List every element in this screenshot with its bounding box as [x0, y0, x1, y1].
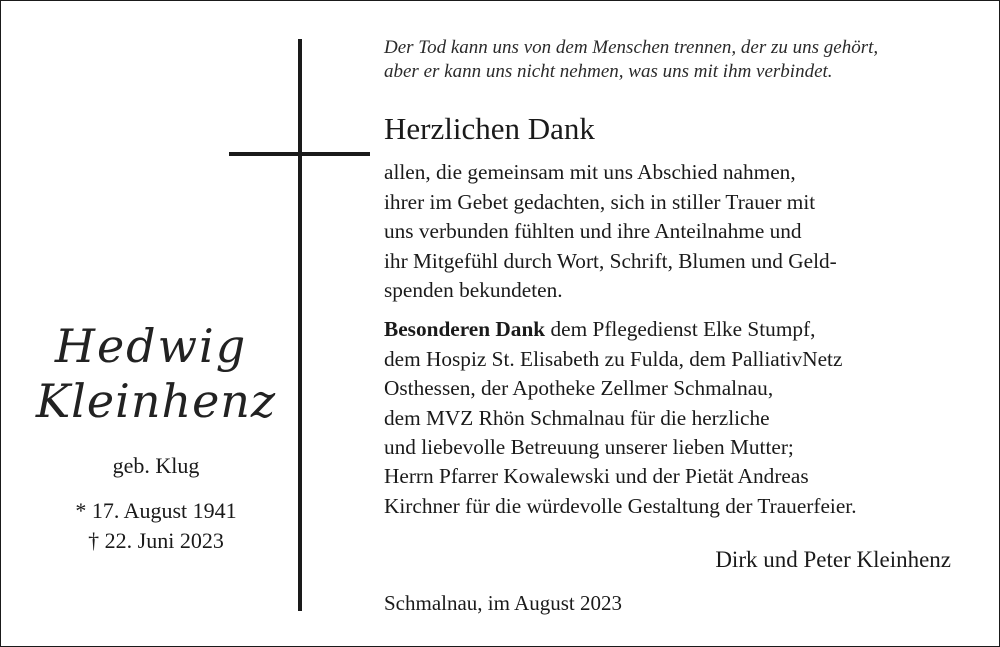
paragraph-line: allen, die gemeinsam mit uns Abschied nahmen, [384, 160, 796, 184]
paragraph-line: ihr Mitgefühl durch Wort, Schrift, Blumen und Geld- [384, 248, 837, 273]
deceased-name [31, 319, 281, 429]
headline: Herzlichen Dank [384, 111, 595, 146]
death-date: † 22. Juni 2023 [88, 528, 224, 553]
place-date: Schmalnau, im August 2023 [384, 591, 622, 615]
deceased-first-name: Hedwig [54, 319, 248, 373]
paragraph-line: Osthessen, der Apotheke Zellmer Schmalnau, [384, 376, 774, 401]
special-thanks-paragraph [384, 315, 842, 463]
paragraph-line [384, 315, 842, 345]
birth-date: * 17. August 1941 [75, 498, 237, 523]
paragraph-line: ihrer im Gebet gedachten, sich in stiller Trauer mit [384, 189, 816, 214]
pastor-thanks-paragraph [384, 462, 857, 521]
cross-horizontal-bar [229, 152, 370, 156]
paragraph-line: dem MVZ Rhön Schmalnau für die herzliche [384, 405, 770, 430]
thanks-paragraph [384, 158, 837, 306]
deceased-last-name: Kleinhenz [35, 374, 277, 428]
signature: Dirk und Peter Kleinhenz [715, 547, 951, 572]
paragraph-line: uns verbunden fühlten und ihre Anteilnahme und [384, 219, 802, 244]
motto-line: aber er kann uns nicht nehmen, was uns mit ihm verbindet. [384, 61, 833, 82]
special-thanks-lead: Besonderen Dank [384, 317, 546, 341]
paragraph-line: dem Hospiz St. Elisabeth zu Fulda, dem PalliativNetz [384, 346, 843, 371]
paragraph-line: Kirchner für die würdevolle Gestaltung der Trauerfeier. [384, 493, 857, 518]
special-thanks-first-line: dem Pflegedienst Elke Stumpf, [545, 317, 816, 341]
paragraph-line: und liebevolle Betreuung unserer lieben Mutter; [384, 435, 794, 460]
motto-quote [384, 36, 969, 84]
cross-vertical-bar [298, 39, 302, 611]
paragraph-line: spenden bekundeten. [384, 278, 563, 303]
paragraph-line: Herrn Pfarrer Kowalewski und der Pietät Andreas [384, 464, 809, 488]
motto-line: Der Tod kann uns von dem Menschen trennen, der zu uns gehört, [384, 37, 879, 58]
maiden-name: geb. Klug [112, 453, 200, 478]
